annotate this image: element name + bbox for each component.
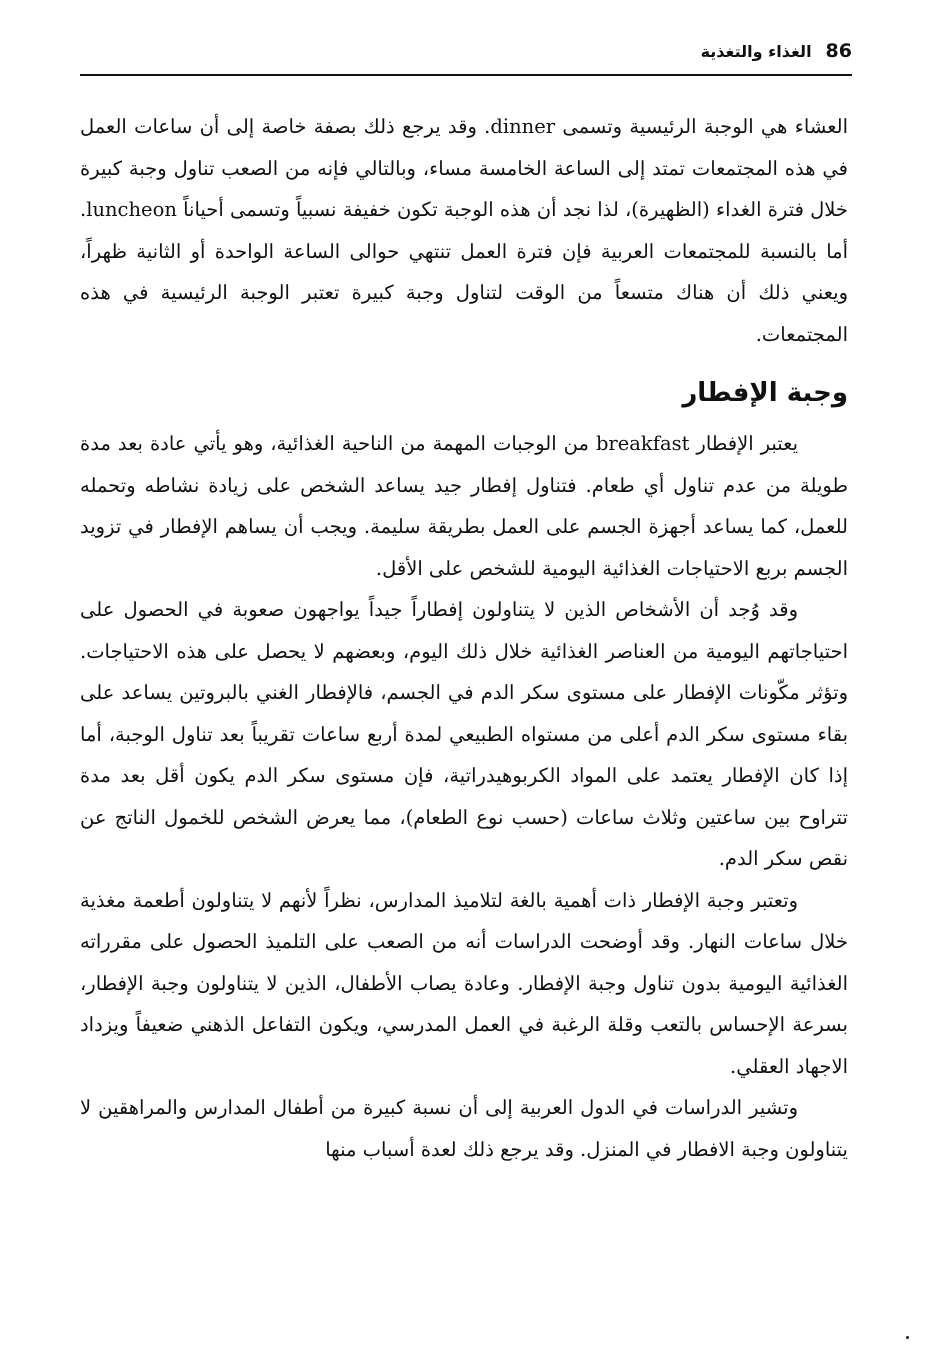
scan-dot — [906, 1336, 909, 1339]
page-content — [80, 106, 848, 1170]
running-header — [80, 40, 852, 70]
section-paragraph-4: وتشير الدراسات في الدول العربية إلى أن نسبة كبيرة من أطفال المدارس والمراهقين لا يتناولون وجبة الافطار في المنزل. وقد يرجع ذلك لعدة أسباب منها — [80, 1096, 848, 1161]
section-heading: وجبة الإفطار — [682, 378, 848, 408]
book-title: الغذاء والتغذية — [700, 42, 812, 61]
intro-paragraph: العشاء هي الوجبة الرئيسية وتسمى dinner. وقد يرجع ذلك بصفة خاصة إلى أن ساعات العمل في هذه المجتمعات تمتد إلى الساعة الخامسة مساء، وبالتالي فإنه من الصعب تناول وجبة كبيرة خلال فترة الغداء (الظهيرة)، لذا نجد أن هذه الوجبة تكون خفيفة نسبياً وتسمى أحياناً luncheon. أما بالنسبة للمجتمعات العربية فإن فترة العمل تنتهي حوالى الساعة الواحدة أو الثانية ظهراً، ويعني ذلك أن هناك متسعاً من الوقت لتناول وجبة كبيرة تعتبر الوجبة الرئيسية في هذه المجتمعات. — [80, 115, 848, 346]
page-number: 86 — [825, 40, 852, 62]
section-paragraph-2: وقد وُجد أن الأشخاص الذين لا يتناولون إفطاراً جيداً يواجهون صعوبة في الحصول على احتياجاتهم اليومية من العناصر الغذائية خلال ذلك اليوم، وبعضهم لا يحصل على هذه الاحتياجات. وتؤثر مكّونات الإفطار على مستوى سكر الدم في الجسم، فالإفطار الغني بالبروتين يساعد على بقاء مستوى سكر الدم أعلى من مستواه الطبيعي لمدة أربع ساعات تقريباً بعد تناول الوجبة، أما إذا كان الإفطار يعتمد على المواد الكربوهيدراتية، فإن مستوى سكر الدم يكون أقل بعد مدة تتراوح بين ساعتين وثلاث ساعات (حسب نوع الطعام)، مما يعرض الشخص للخمول الناتج عن نقص سكر الدم. — [80, 598, 848, 870]
header-rule — [80, 74, 852, 76]
section-paragraph-1: يعتبر الإفطار breakfast من الوجبات المهمة من الناحية الغذائية، وهو يأتي عادة بعد مدة طويلة من عدم تناول أي طعام. فتناول إفطار جيد يساعد الشخص على زيادة نشاطه وتحمله للعمل، كما يساعد أجهزة الجسم على العمل بطريقة سليمة. ويجب أن يساهم الإفطار في تزويد الجسم بربع الاحتياجات الغذائية اليومية للشخص على الأقل. — [80, 432, 848, 580]
section-paragraph-3: وتعتبر وجبة الإفطار ذات أهمية بالغة لتلاميذ المدارس، نظراً لأنهم لا يتناولون أطعمة مغذية خلال ساعات النهار. وقد أوضحت الدراسات أنه من الصعب على التلميذ الحصول على مقرراته الغذائية اليومية بدون تناول وجبة الإفطار. وعادة يصاب الأطفال، الذين لا يتناولون وجبة الإفطار، بسرعة الإحساس بالتعب وقلة الرغبة في العمل المدرسي، ويكون التفاعل الذهني ضعيفاً ويزداد الاجهاد العقلي. — [80, 888, 848, 1078]
